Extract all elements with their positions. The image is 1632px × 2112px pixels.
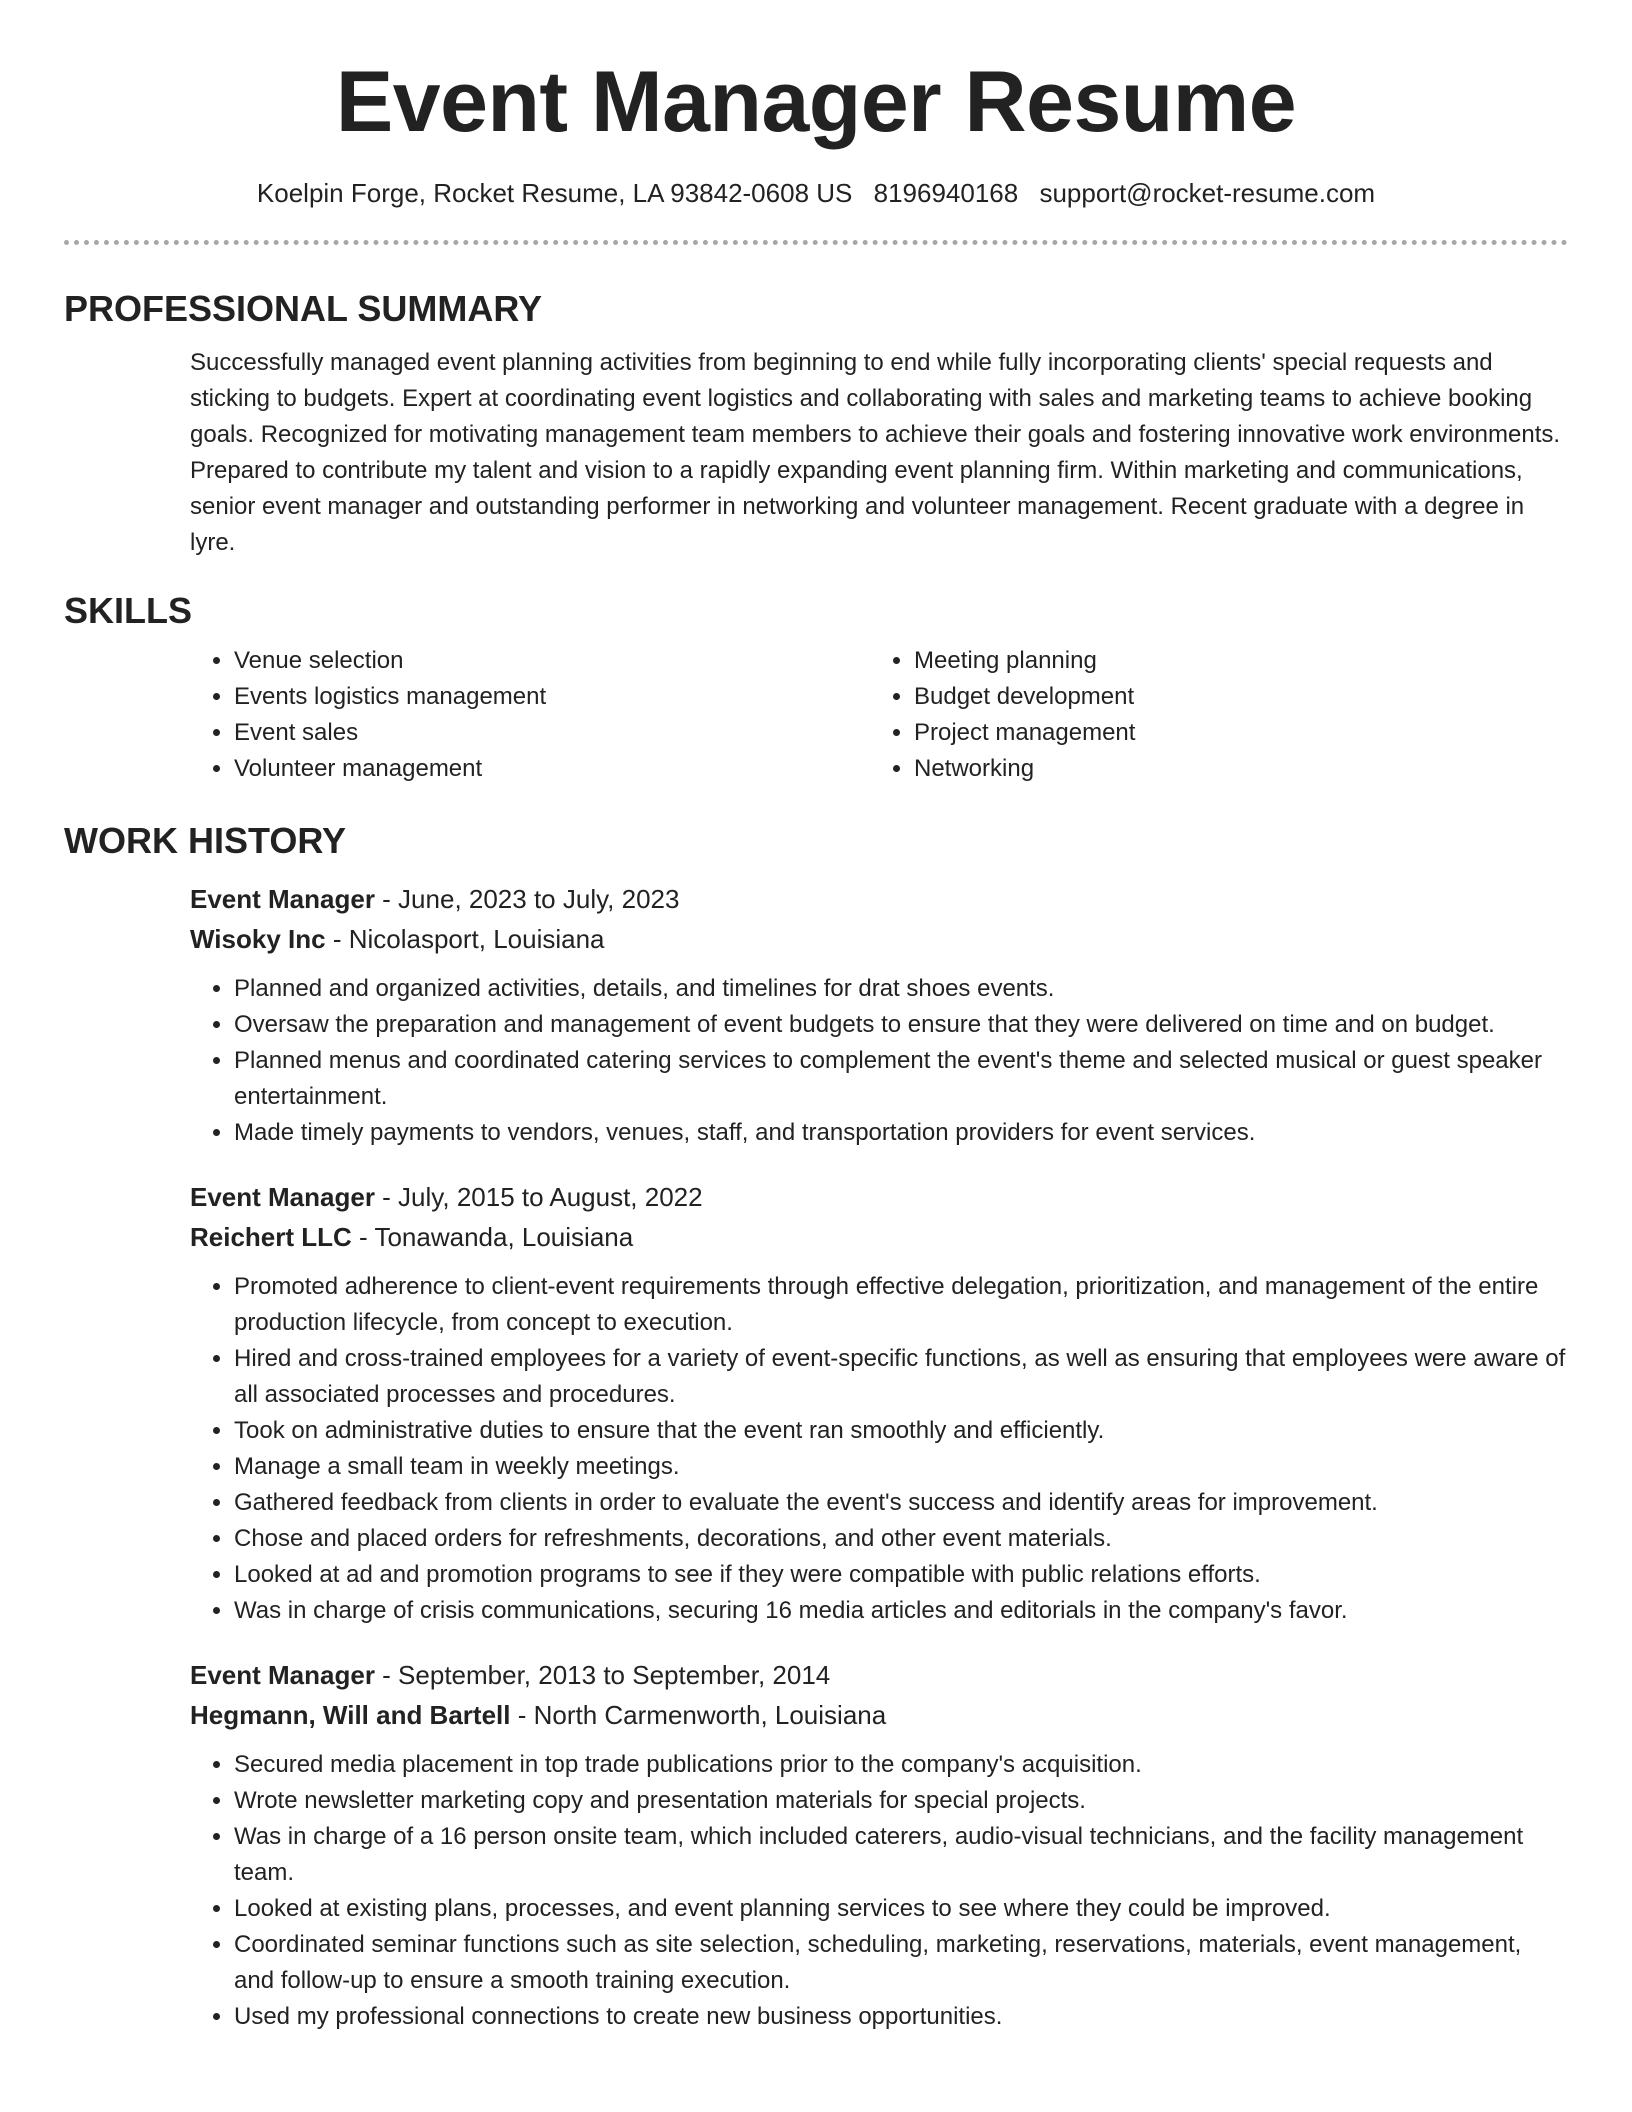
job-dates: - July, 2015 to August, 2022 [374, 1182, 703, 1212]
job-bullet: • Planned menus and coordinated catering services to complement the event's theme and selected musical or guest speaker entertainment. [234, 1043, 1568, 1115]
skills-section [64, 589, 1568, 787]
job-bullet: • Was in charge of a 16 person onsite team, which included caterers, audio-visual technicians, and the facility management team. [234, 1819, 1568, 1891]
skill-item: • Event sales [234, 715, 870, 751]
job-bullet: • Looked at existing plans, processes, and event planning services to see where they could be improved. [234, 1891, 1568, 1927]
job-entry [64, 1177, 1568, 1629]
contact-line [64, 176, 1568, 210]
skills-grid [190, 643, 1568, 787]
jobs-list [64, 879, 1568, 2035]
skill-item: • Volunteer management [234, 751, 870, 787]
skill-item: • Project management [914, 715, 1550, 751]
job-location: - North Carmenworth, Louisiana [510, 1700, 887, 1730]
skills-right-list [870, 643, 1550, 787]
job-title: Event Manager [190, 884, 375, 914]
job-location: - Tonawanda, Louisiana [351, 1222, 634, 1252]
job-bullet: • Hired and cross-trained employees for a variety of event-specific functions, as well as ensuring that employees were aware of all associated processes and procedures. [234, 1341, 1568, 1413]
job-company: Reichert LLC [190, 1222, 352, 1252]
job-bullet: • Promoted adherence to client-event requirements through effective delegation, prioritization, and management of the entire production lifecycle, from concept to execution. [234, 1269, 1568, 1341]
job-title-line [190, 1177, 1568, 1217]
skills-heading: SKILLS [64, 590, 193, 631]
job-bullets [190, 1747, 1568, 2035]
job-entry [64, 1655, 1568, 2035]
job-title: Event Manager [190, 1182, 375, 1212]
contact-email: support@rocket-resume.com [1039, 178, 1376, 208]
job-entry [64, 879, 1568, 1151]
job-title-line [190, 879, 1568, 919]
skill-item: • Meeting planning [914, 643, 1550, 679]
job-bullets [190, 971, 1568, 1151]
work-history-heading: WORK HISTORY [64, 820, 347, 861]
summary-heading: PROFESSIONAL SUMMARY [64, 288, 543, 329]
job-bullet: • Was in charge of crisis communications, securing 16 media articles and editorials in the company's favor. [234, 1593, 1568, 1629]
job-bullet: • Gathered feedback from clients in order to evaluate the event's success and identify areas for improvement. [234, 1485, 1568, 1521]
summary-section [64, 287, 1568, 561]
job-title-line [190, 1655, 1568, 1695]
skills-left-list [190, 643, 870, 787]
job-bullet: • Took on administrative duties to ensure that the event ran smoothly and efficiently. [234, 1413, 1568, 1449]
job-bullet: • Manage a small team in weekly meetings. [234, 1449, 1568, 1485]
header-divider [64, 240, 1568, 245]
job-dates: - September, 2013 to September, 2014 [374, 1660, 831, 1690]
skill-item: • Budget development [914, 679, 1550, 715]
job-title: Event Manager [190, 1660, 375, 1690]
skill-item: • Venue selection [234, 643, 870, 679]
job-company: Hegmann, Will and Bartell [190, 1700, 511, 1730]
skill-item: • Events logistics management [234, 679, 870, 715]
job-bullet: • Used my professional connections to create new business opportunities. [234, 1999, 1568, 2035]
job-bullet: • Wrote newsletter marketing copy and presentation materials for special projects. [234, 1783, 1568, 1819]
job-bullets [190, 1269, 1568, 1629]
job-company-line [190, 919, 1568, 959]
job-bullet: • Planned and organized activities, details, and timelines for drat shoes events. [234, 971, 1568, 1007]
job-bullet: • Oversaw the preparation and management of event budgets to ensure that they were delivered on time and on budget. [234, 1007, 1568, 1043]
job-bullet: • Coordinated seminar functions such as site selection, scheduling, marketing, reservations, materials, event management, and follow-up to ensure a smooth training execution. [234, 1927, 1568, 1999]
summary-text: Successfully managed event planning activities from beginning to end while fully incorporating clients' special requests and sticking to budgets. Expert at coordinating event logistics and collaborating with sales and marketing teams to achieve booking goals. Recognized for motivating management team members to achieve their goals and fostering innovative work environments. Prepared to contribute my talent and vision to a rapidly expanding event planning firm. Within marketing and communications, senior event manager and outstanding performer in networking and volunteer management. Recent graduate with a degree in lyre. [190, 349, 1561, 556]
contact-address: Koelpin Forge, Rocket Resume, LA 93842-0608 US [256, 178, 853, 208]
resume-page [64, 0, 1568, 2035]
resume-title: Event Manager Resume [335, 54, 1297, 150]
job-bullet: • Secured media placement in top trade publications prior to the company's acquisition. [234, 1747, 1568, 1783]
job-bullet: • Looked at ad and promotion programs to see if they were compatible with public relations efforts. [234, 1557, 1568, 1593]
work-history-section [64, 819, 1568, 2035]
job-location: - Nicolasport, Louisiana [325, 924, 605, 954]
job-company-line [190, 1217, 1568, 1257]
job-dates: - June, 2023 to July, 2023 [374, 884, 680, 914]
job-company-line [190, 1695, 1568, 1735]
job-bullet: • Made timely payments to vendors, venues, staff, and transportation providers for event services. [234, 1115, 1568, 1151]
job-company: Wisoky Inc [190, 924, 326, 954]
job-bullet: • Chose and placed orders for refreshments, decorations, and other event materials. [234, 1521, 1568, 1557]
contact-phone: 8196940168 [873, 178, 1019, 208]
skill-item: • Networking [914, 751, 1550, 787]
